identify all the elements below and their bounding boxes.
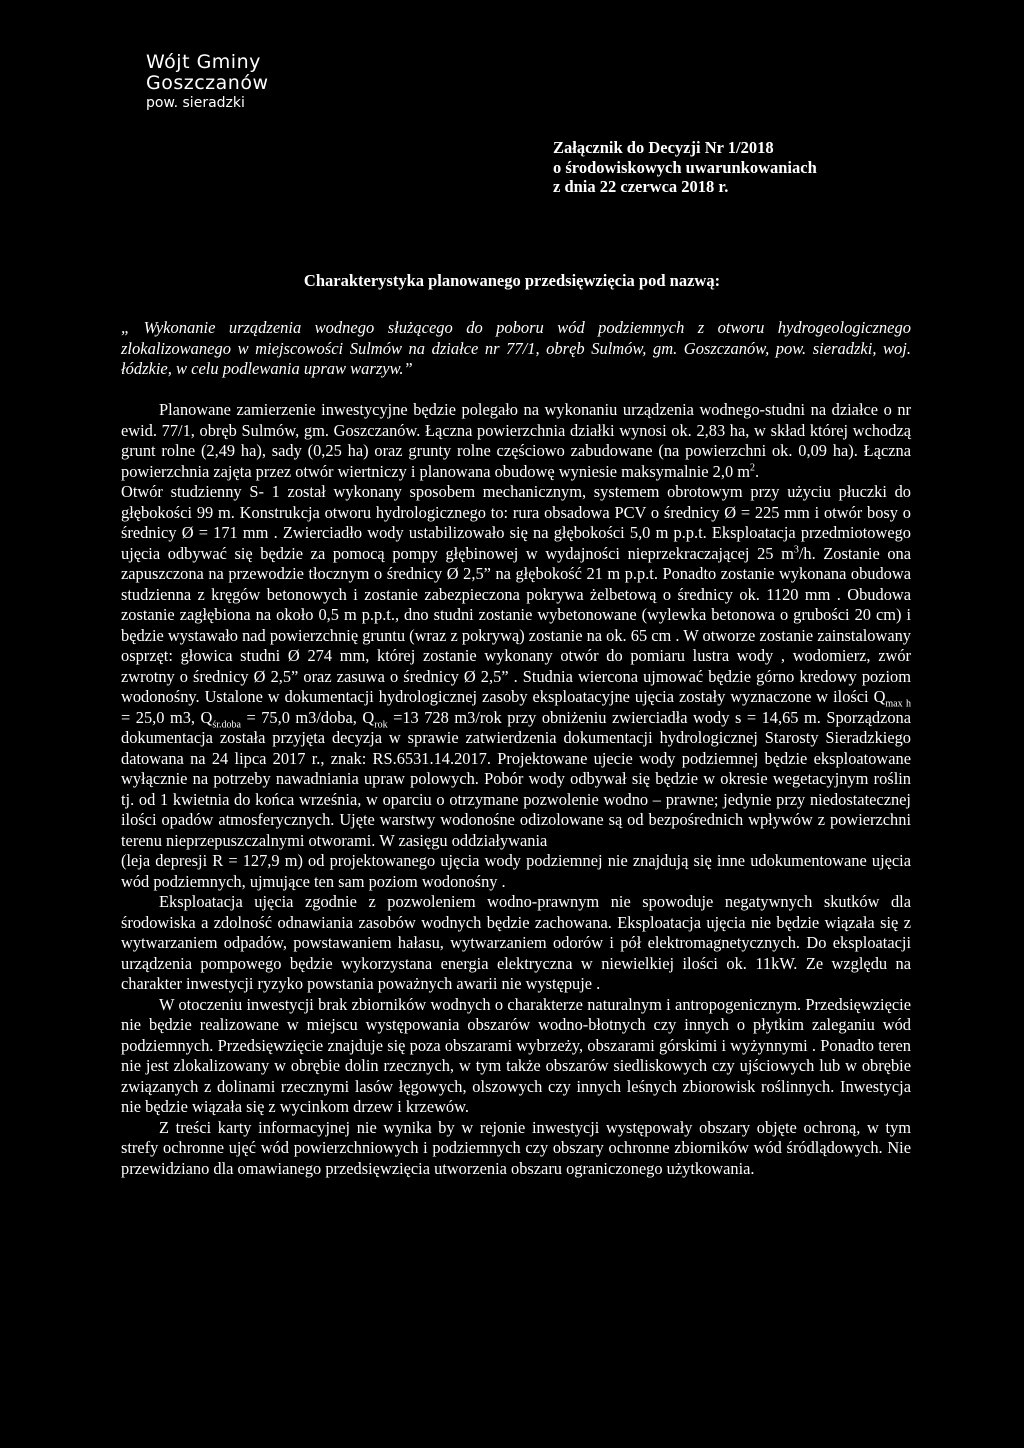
paragraph-well-text-c: =13 728 m3/rok przy obniżeniu zwierciadła wody s = 14,65 m. Sporządzona dokumentacja została przyjęta decyzja w sprawie zatwierdzenia dokumentacji hydrologicznej Starosty Sieradzkiego datowana na 24 lipca 2017 r., znak: RS.6531.14.2017. Projektowane ujecie wody podziemnej będzie eksploatowane wyłącznie na potrzeby nawadniania upraw polowych. Pobór wody odbywał się będzie w okresie wegetacyjnym roślin tj. od 1 kwietnia do końca września, w oparciu o otrzymane pozwolenie wodno – prawne; jedynie przy niedostatecznej ilości opadów atmosferycznych. Ujęte warstwy wodonośne odizolowane są od bezpośrednich wpływów z powierzchni terenu nieprzepuszczalnymi otworami. W zasięgu oddziaływania xyxy=(121,707,911,850)
document-heading: Charakterystyka planowanego przedsięwzięcia pod nazwą: xyxy=(303,271,721,290)
paragraph-well-text-b: /h. Zostanie ona zapuszczona na przewodzie tłocznym o średnicy Ø 2,5” na głębokość 21 m p.p.t. Ponadto zostanie wykonana obudowa studzienna z kręgów betonowych i zostanie zabezpieczona pokrywa żelbetową o średnicy ok. 1120 mm . Obudowa zostanie zagłębiona na około 0,5 m p.p.t., dno studni zostanie wybetonowane (wylewka betonowa o grubości 20 cm) i będzie wystawało nad powierzchnię gruntu (wraz z pokrywą) zostanie na ok. 65 cm . W otworze zostanie zainstalowany osprzęt: głowica studni Ø 274 mm, której zostanie wykonany otwór do pomiaru lustra wody , wodomierz, zwór zwrotny o średnicy Ø 2,5” oraz zasuwa o średnicy Ø 2,5” . Studnia wiercona ujmować będzie górno kredowy poziom wodonośny. Ustalone w dokumentacji hydrologicznej zasoby eksploatacyjne ujęcia zostały wyznaczone w ilości Q xyxy=(121,543,911,706)
stamp-line-municipality: Goszczanów xyxy=(146,72,269,94)
paragraph-investment-text: Planowane zamierzenie inwestycyjne będzie polegało na wykonaniu urządzenia wodnego-studni na działce o nr ewid. 77/1, obręb Sulmów, gm. Goszczanów. Łączna powierzchnia działki wynosi ok. 2,83 ha, w skład której wchodzą grunt rolne (2,49 ha), sady (0,25 ha) oraz grunty rolne częściowo zabudowane (na powierzchni ok. 0,09 ha). Łączna powierzchnia zajęta przez otwór wiertniczy i planowana obudowę wyniesie maksymalnie 2,0 m xyxy=(121,400,911,481)
paragraph-investment xyxy=(121,400,911,482)
volume-unit-superscript: 3 xyxy=(793,544,799,556)
q-max-value: = 25,0 m3, Q xyxy=(121,707,213,727)
paragraph-investment-end: . xyxy=(755,461,760,481)
annex-line-decision: Załącznik do Decyzji Nr 1/2018 xyxy=(553,138,774,157)
project-title: „ Wykonanie urządzenia wodnego służącego do poboru wód podziemnych z otworu hydrogeologicznego zlokalizowanego w miejscowości Sulmów na działce nr 77/1, obręb Sulmów, gm. Goszczanów, pow. sieradzki, woj. łódzkie, w celu podlewania upraw warzyw.” xyxy=(121,318,911,378)
stamp-line-county: pow. sieradzki xyxy=(146,95,245,111)
paragraph-well-construction xyxy=(121,482,911,851)
q-max-subscript: max h xyxy=(885,698,911,710)
paragraph-surroundings: W otoczeniu inwestycji brak zbiorników wodnych o charakterze naturalnym i antropogenicznym. Przedsięwzięcie nie będzie realizowane w miejscu występowania obszarów wodno-błotnych czy innych o płytkim zaleganiu wód podziemnych. Przedsięwzięcie znajduje się poza obszarami wybrzeży, obszarami górskimi i wyżynnymi . Ponadto teren nie jest zlokalizowany w obrębie dolin rzecznych, w tym także obszarów siedliskowych czy ujściowych lub w obrębie związanych z dolinami rzecznymi lasów łęgowych, olszowych czy innych leśnych zbiorowisk roślinnych. Inwestycja nie będzie wiązała się z wycinkom drzew i krzewów. xyxy=(121,994,911,1116)
q-year-subscript: rok xyxy=(374,718,388,730)
paragraph-depression-cone: (leja depresji R = 127,9 m) od projektowanego ujęcia wody podziemnej nie znajdują się inne udokumentowane ujęcia wód podziemnych, ujmujące ten sam poziom wodonośny . xyxy=(121,851,911,891)
area-unit-superscript: 2 xyxy=(750,462,755,474)
paragraph-operation: Eksploatacja ujęcia zgodnie z pozwoleniem wodno-prawnym nie spowoduje negatywnych skutków dla środowiska a zdolność odnawiania zasobów wodnych będzie zachowana. Eksploatacja ujęcia nie będzie wiązała się z wytwarzaniem odpadów, powstawaniem hałasu, wytwarzaniem odorów i pół elektromagnetycznych. Do eksploatacji urządzenia pompowego będzie wykorzystana energia elektryczna w niewielkiej ilości ok. 11kW. Ze względu na charakter inwestycji ryzyko powstania poważnych awarii nie występuje . xyxy=(121,892,911,993)
annex-header xyxy=(553,138,817,197)
paragraph-well-text-a: Otwór studzienny S- 1 został wykonany sposobem mechanicznym, systemem obrotowym przy użyciu płuczki do głębokości 99 m. Konstrukcja otworu hydrologicznego to: rura obsadowa PCV o średnicy Ø = 225 mm i otwór bosy o średnicy Ø = 171 mm . Zwierciadło wody ustabilizowało się na głębokości 5,0 m p.p.t. Eksploatacja przedmiotowego ujęcia odbywać się będzie za pomocą pompy głębinowej w wydajności nieprzekraczającej 25 m xyxy=(121,482,911,563)
stamp-line-office: Wójt Gminy xyxy=(146,51,261,73)
annex-line-subject: o środowiskowych uwarunkowaniach xyxy=(553,157,817,177)
document-body xyxy=(121,400,911,1179)
q-daily-subscript: śr.doba xyxy=(212,718,241,730)
annex-line-date: z dnia 22 czerwca 2018 r. xyxy=(553,177,729,196)
q-daily-value: = 75,0 m3/doba, Q xyxy=(240,707,375,727)
paragraph-protected-areas: Z treści karty informacyjnej nie wynika by w rejonie inwestycji występowały obszary objęte ochroną, w tym strefy ochronne ujęć wód powierzchniowych i podziemnych czy obszary ochronne zbiorników wód śródlądowych. Nie przewidziano dla omawianego przedsięwzięcia utworzenia obszaru ograniczonego użytkowania. xyxy=(121,1117,911,1178)
office-stamp xyxy=(146,52,269,112)
